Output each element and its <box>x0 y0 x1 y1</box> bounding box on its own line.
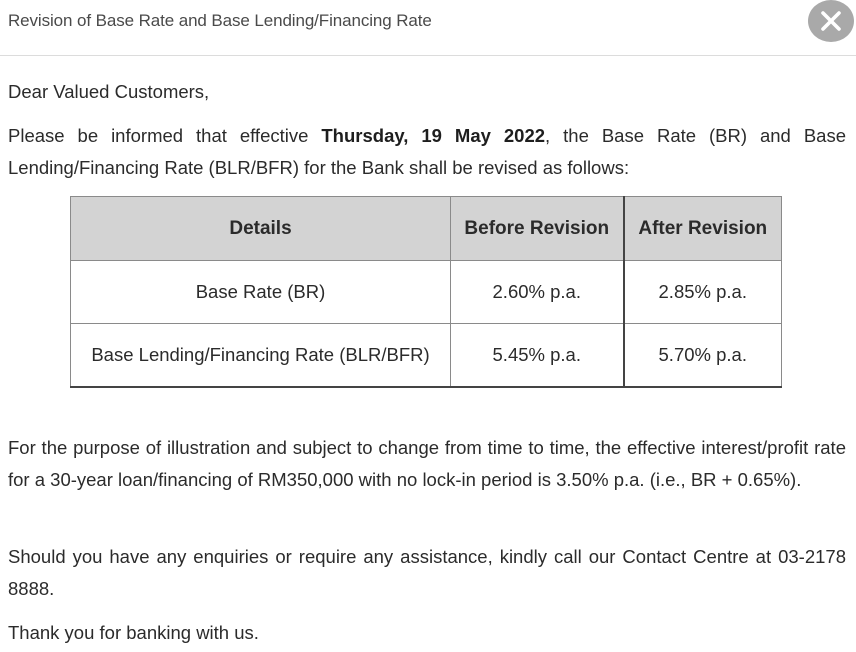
column-header-after: After Revision <box>624 197 782 261</box>
greeting: Dear Valued Customers, <box>8 81 210 102</box>
intro-text-after: , the Base Rate (BR) and Base Lending/Financing Rate (BLR/BFR) for the Bank shall be revised as follows: <box>8 125 846 178</box>
row-before-value: 5.45% p.a. <box>451 324 624 387</box>
close-button[interactable] <box>808 0 854 42</box>
row-after-value: 2.85% p.a. <box>624 261 782 324</box>
table-header-row <box>71 197 782 261</box>
enquiries-paragraph: Should you have any enquiries or require any assistance, kindly call our Contact Centre at 03-2178 8888. <box>8 546 846 599</box>
effective-date: Thursday, 19 May 2022 <box>321 125 546 146</box>
intro-text-before: Please be informed that effective <box>8 125 322 146</box>
modal-title: Revision of Base Rate and Base Lending/Financing Rate <box>8 11 432 30</box>
column-header-before: Before Revision <box>451 197 624 261</box>
intro-paragraph <box>8 120 846 184</box>
column-header-details: Details <box>71 197 451 261</box>
close-icon <box>820 10 842 32</box>
row-detail: Base Rate (BR) <box>71 261 451 324</box>
row-detail: Base Lending/Financing Rate (BLR/BFR) <box>71 324 451 387</box>
illustration-paragraph: For the purpose of illustration and subject to change from time to time, the effective interest/profit rate for a 30-year loan/financing of RM350,000 with no lock-in period is 3.50% p.a. (i.e., BR + 0.65%). <box>8 437 846 490</box>
closing-line: Thank you for banking with us. <box>8 622 259 643</box>
modal-header <box>0 0 856 56</box>
table-row <box>71 324 782 387</box>
row-before-value: 2.60% p.a. <box>451 261 624 324</box>
rate-revision-table <box>70 196 782 388</box>
table-row <box>71 261 782 324</box>
row-after-value: 5.70% p.a. <box>624 324 782 387</box>
